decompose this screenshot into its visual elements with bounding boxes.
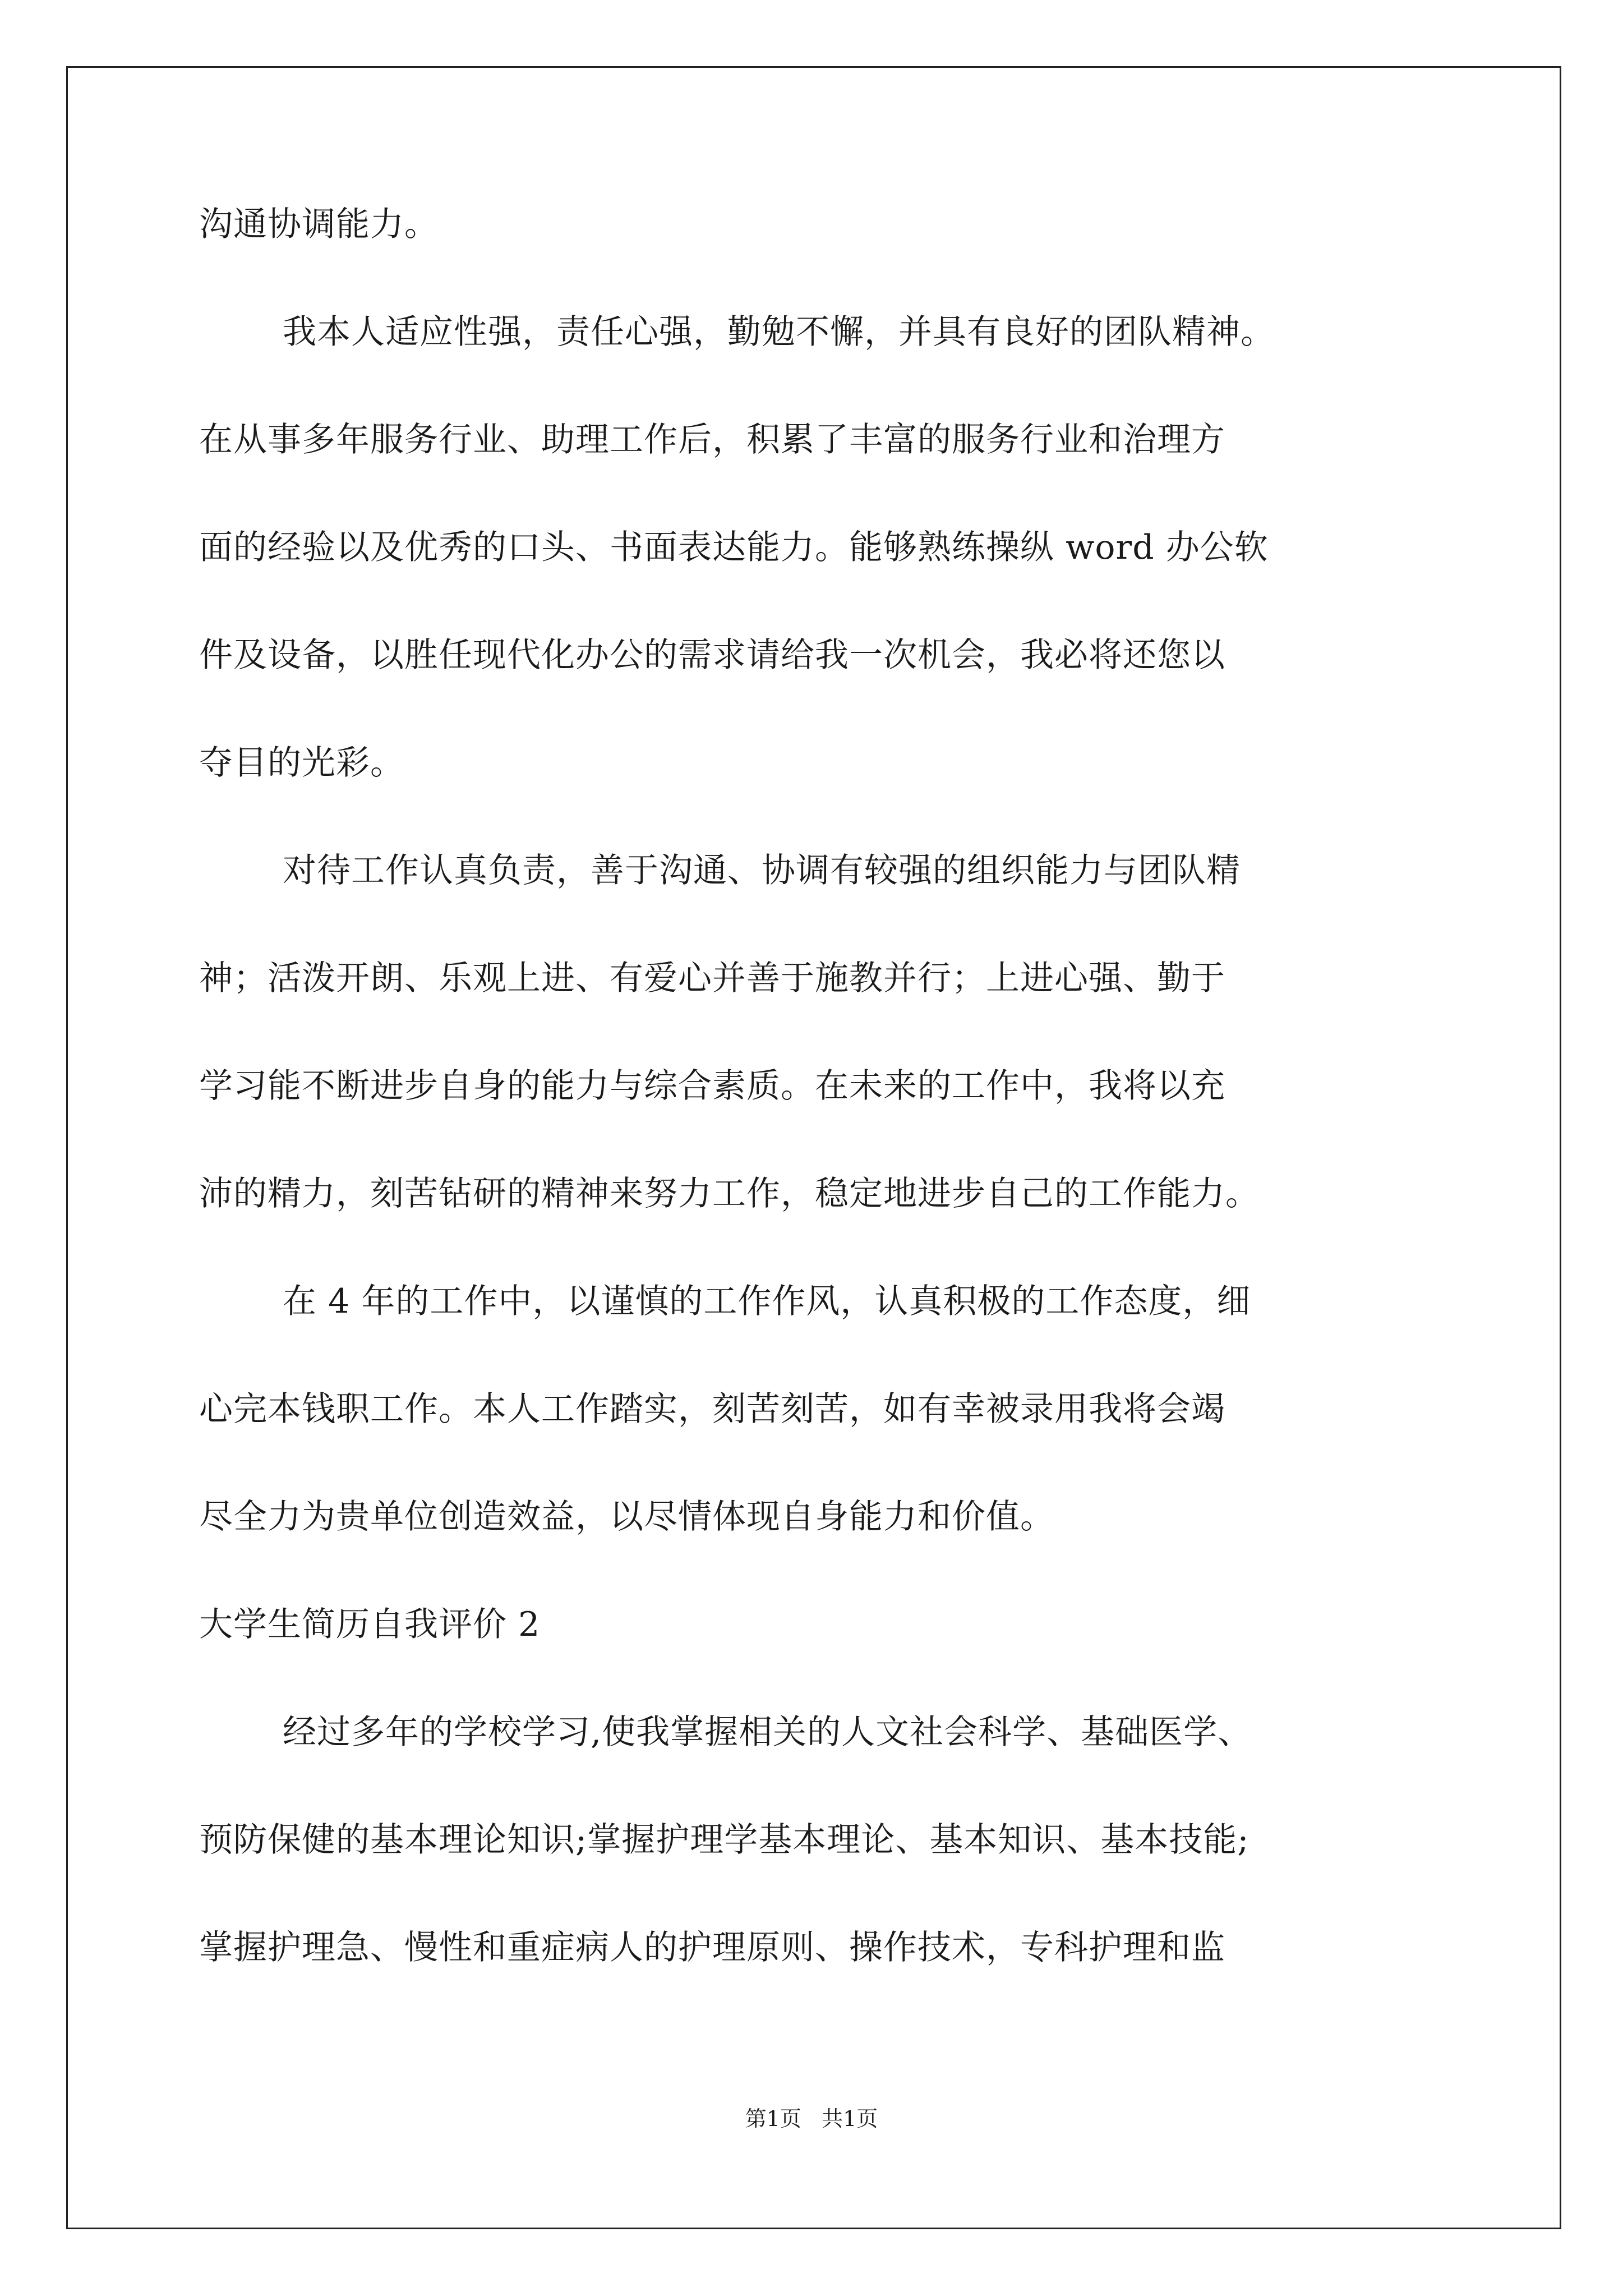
paragraph-line: 在从事多年服务行业、助理工作后，积累了丰富的服务行业和治理方	[199, 420, 1225, 459]
page-number-footer: 第1页 共1页	[745, 2106, 878, 2131]
paragraph-line: 神；活泼开朗、乐观上进、有爱心并善于施教并行；上进心强、勤于	[199, 959, 1225, 998]
paragraph-line: 心完本钱职工作。本人工作踏实，刻苦刻苦，如有幸被录用我将会竭	[199, 1389, 1225, 1429]
paragraph-line: 件及设备，以胜任现代化办公的需求请给我一次机会，我必将还您以	[199, 636, 1225, 675]
paragraph-line: 沟通协调能力。	[199, 205, 439, 244]
paragraph-line: 在 4 年的工作中，以谨慎的工作作风，认真积极的工作态度，细	[283, 1282, 1251, 1321]
paragraph-line: 尽全力为贵单位创造效益，以尽情体现自身能力和价值。	[199, 1497, 1054, 1536]
paragraph-line: 预防保健的基本理论知识;掌握护理学基本理论、基本知识、基本技能;	[199, 1820, 1249, 1860]
paragraph-line: 对待工作认真负责，善于沟通、协调有较强的组织能力与团队精	[283, 851, 1241, 890]
section-heading: 大学生简历自我评价 2	[199, 1605, 541, 1644]
paragraph-line: 学习能不断进步自身的能力与综合素质。在未来的工作中，我将以充	[199, 1066, 1225, 1106]
paragraph-line: 我本人适应性强，责任心强，勤勉不懈，并具有良好的团队精神。	[283, 312, 1275, 352]
paragraph-line: 面的经验以及优秀的口头、书面表达能力。能够熟练操纵 word 办公软	[199, 528, 1269, 567]
document-body	[199, 205, 1438, 2039]
paragraph-line: 夺目的光彩。	[199, 743, 404, 783]
paragraph-line: 沛的精力，刻苦钻研的精神来努力工作，稳定地进步自己的工作能力。	[199, 1174, 1260, 1213]
paragraph-line: 掌握护理急、慢性和重症病人的护理原则、操作技术，专科护理和监	[199, 1928, 1225, 1967]
paragraph-line: 经过多年的学校学习,使我掌握相关的人文社会科学、基础医学、	[283, 1713, 1252, 1752]
